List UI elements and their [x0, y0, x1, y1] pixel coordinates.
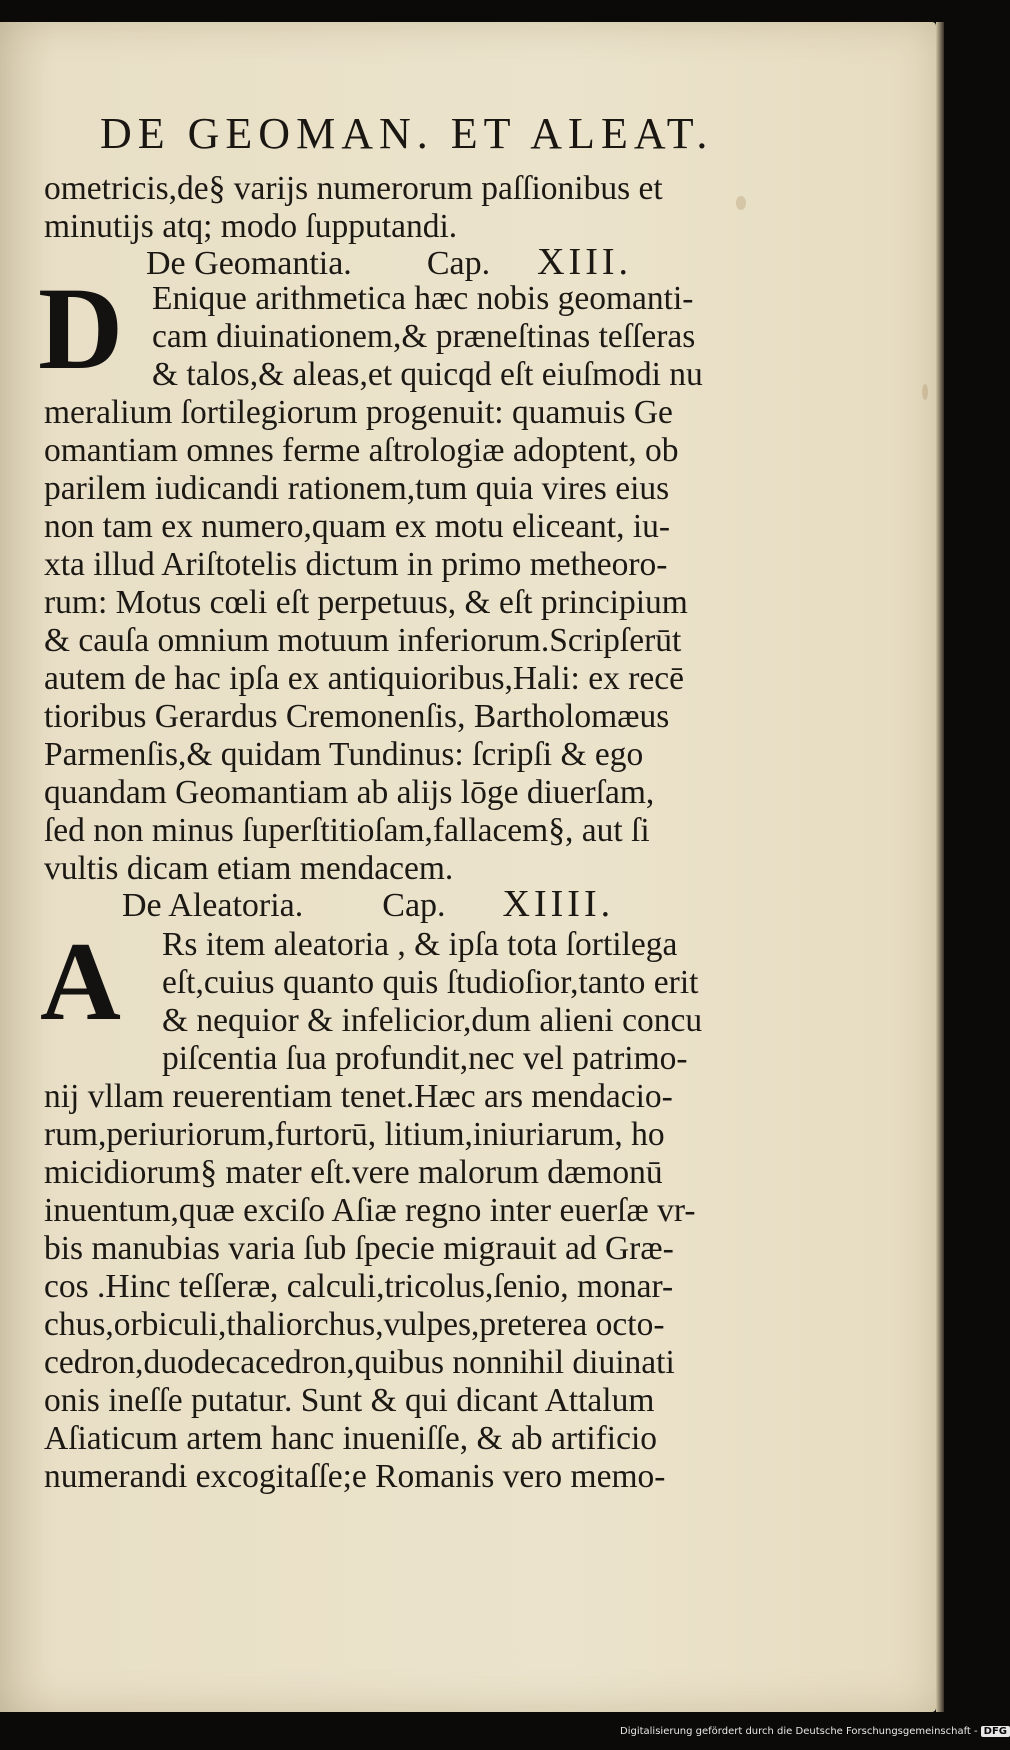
text-line: Parmenſis,& quidam Tundinus: ſcripſi & ego: [44, 736, 644, 773]
text-line: cam diuinationem,& præneſtinas teſſeras: [152, 318, 696, 355]
text-line: micidiorum§ mater eſt.vere malorum dæmonū: [44, 1154, 663, 1191]
text-line: chus,orbiculi,thaliorchus,vulpes,preterea octo-: [44, 1306, 665, 1343]
dfg-logo: DFG: [981, 1726, 1010, 1737]
text-line: rum,periuriorum,furtorū, litium,iniuriarum, ho: [44, 1116, 665, 1153]
chapter-14-cap: Cap.: [382, 887, 446, 924]
digitization-credit: [620, 1726, 1007, 1737]
text-line: numerandi excogitaſſe;e Romanis vero memo-: [44, 1458, 666, 1495]
text-line: quandam Geomantiam ab alijs lōge diuerſam,: [44, 774, 655, 811]
chapter-13-number: XIII.: [537, 241, 632, 283]
text-line: xta illud Ariſtotelis dictum in primo metheoro-: [44, 546, 668, 583]
text-line: parilem iudicandi rationem,tum quia vires eius: [44, 470, 670, 507]
chapter-14-title: De Aleatoria.: [122, 887, 304, 924]
text-line: omantiam omnes ferme aſtrologiæ adoptent, ob: [44, 432, 679, 469]
text-line: & talos,& aleas,et quicqd eſt eiuſmodi nu: [152, 356, 703, 393]
text-line: tioribus Gerardus Cremonenſis, Bartholomæus: [44, 698, 670, 735]
text-line: onis ineſſe putatur. Sunt & qui dicant Attalum: [44, 1382, 655, 1419]
text-line: ſed non minus ſuperſtitioſam,fallacem§, aut ſi: [44, 812, 650, 849]
text-line: rum: Motus cœli eſt perpetuus, & eſt principium: [44, 584, 688, 621]
text-line: Rs item aleatoria , & ipſa tota ſortilega: [162, 926, 678, 963]
text-line: cos .Hinc teſſeræ, calculi,tricolus,ſenio, monar-: [44, 1268, 674, 1305]
text-line: inuentum,quæ exciſo Aſiæ regno inter euerſæ vr-: [44, 1192, 696, 1229]
chapter-14-heading: [122, 882, 614, 926]
chapter-13-cap: Cap.: [426, 245, 491, 282]
text-line: minutijs atq; modo ſupputandi.: [44, 208, 458, 245]
stain-mark: [922, 384, 928, 400]
page-edge: [936, 22, 944, 1712]
text-line: ometricis,de§ varijs numerorum paſſionibus et: [44, 170, 663, 207]
text-line: cedron,duodecacedron,quibus nonnihil diuinati: [44, 1344, 675, 1381]
credit-text: Digitalisierung gefördert durch die Deutsche Forschungsgemeinschaft -: [620, 1726, 978, 1737]
text-line: autem de hac ipſa ex antiquioribus,Hali: ex recē: [44, 660, 684, 697]
dropcap-d: D: [38, 263, 124, 394]
text-line: piſcentia ſua profundit,nec vel patrimo-: [162, 1040, 688, 1077]
dropcap-a: A: [40, 920, 121, 1044]
text-line: meralium ſortilegiorum progenuit: quamuis Ge: [44, 394, 673, 431]
chapter-14-number: XIIII.: [502, 883, 615, 925]
text-line: & cauſa omnium motuum inferiorum.Scripſerūt: [44, 622, 682, 659]
text-line: non tam ex numero,quam ex motu eliceant, iu-: [44, 508, 671, 545]
text-line: Aſiaticum artem hanc inueniſſe, & ab artificio: [44, 1420, 658, 1457]
stain-mark: [736, 196, 746, 210]
text-line: vultis dicam etiam mendacem.: [44, 850, 454, 887]
text-line: bis manubias varia ſub ſpecie migrauit ad Græ-: [44, 1230, 674, 1267]
running-title: DE GEOMAN. ET ALEAT.: [100, 109, 714, 158]
chapter-13-title: De Geomantia.: [146, 245, 352, 282]
text-line: eſt,cuius quanto quis ſtudioſior,tanto erit: [162, 964, 699, 1001]
text-line: nij vllam reuerentiam tenet.Hæc ars mendacio-: [44, 1078, 673, 1115]
chapter-13-heading: [146, 240, 632, 284]
text-line: Enique arithmetica hæc nobis geomanti-: [152, 280, 694, 317]
text-line: & nequior & infelicior,dum alieni concu: [162, 1002, 703, 1039]
